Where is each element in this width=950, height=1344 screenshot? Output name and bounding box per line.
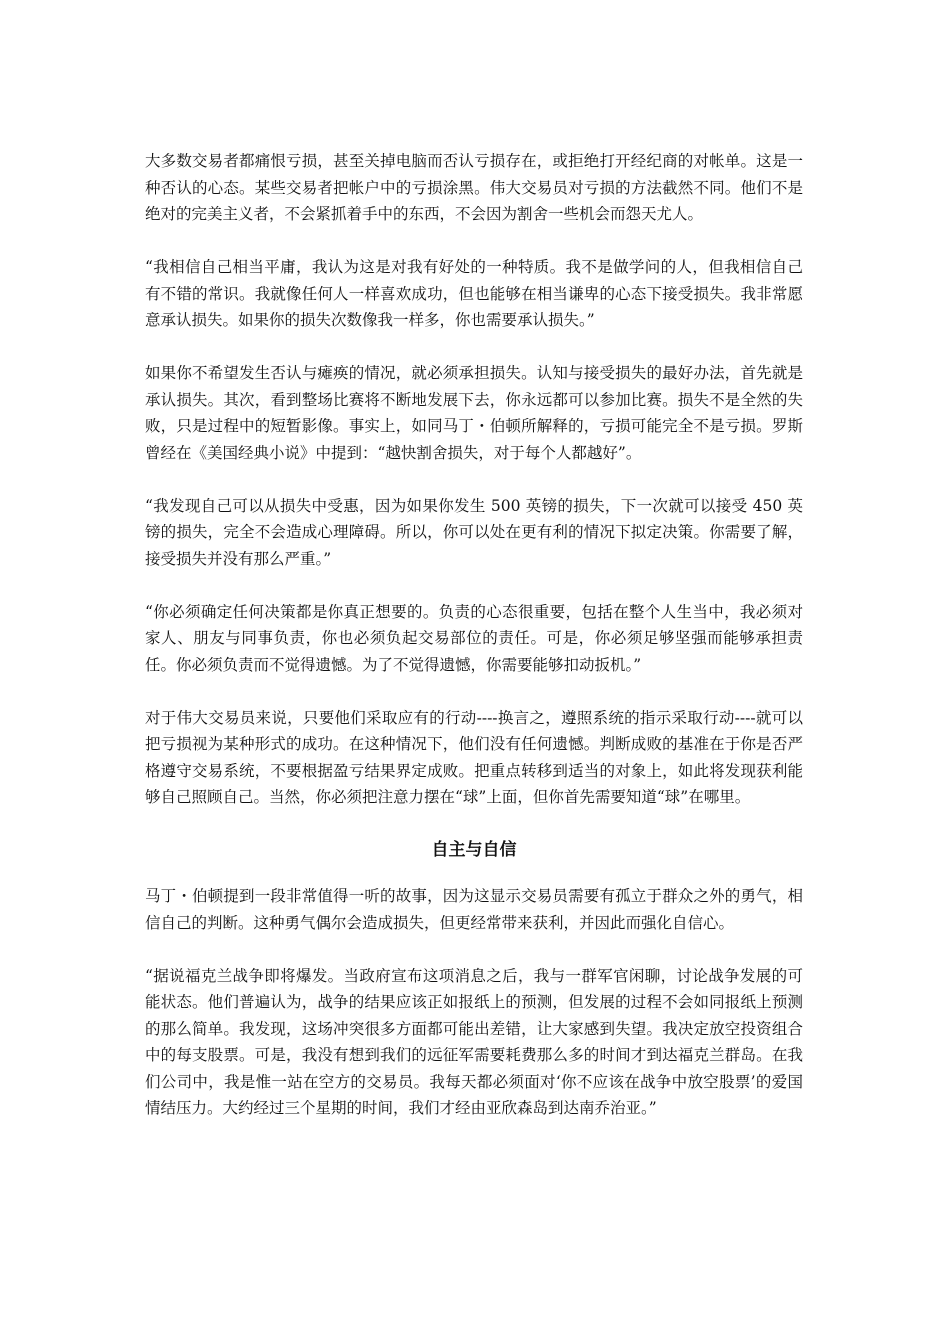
paragraph-bear-losses: 如果你不希望发生否认与瘫痪的情况，就必须承担损失。认知与接受损失的最好办法，首先就是承认损失。其次，看到整场比赛将不断地发展下去，你永远都可以参加比赛。损失不是全然的失败，只是过程中的短暂影像。事实上，如同马丁・伯顿所解释的，亏损可能完全不是亏损。罗斯曾经在《美国经典小说》中提到：“越快割舍损失，对于每个人都越好”。 [145, 364, 803, 462]
document-body [145, 148, 803, 1148]
paragraph-loss-denial: 大多数交易者都痛恨亏损，甚至关掉电脑而否认亏损存在，或拒绝打开经纪商的对帐单。这是一种否认的心态。某些交易者把帐户中的亏损涂黑。伟大交易员对亏损的方法截然不同。他们不是绝对的完美主义者，不会紧抓着手中的东西，不会因为割舍一些机会而怨天尤人。 [145, 152, 803, 223]
paragraph-follow-system: 对于伟大交易员来说，只要他们采取应有的行动----换言之，遵照系统的指示采取行动----就可以把亏损视为某种形式的成功。在这种情况下，他们没有任何遗憾。判断成败的基准在于你是否严格遵守交易系统，不要根据盈亏结果界定成败。把重点转移到适当的对象上，如此将发现获利能够自己照顾自己。当然，你必须把注意力摆在“球”上面，但你首先需要知道“球”在哪里。 [145, 708, 803, 806]
quote-accept-losses: “我相信自己相当平庸，我认为这是对我有好处的一种特质。我不是做学问的人，但我相信自己有不错的常识。我就像任何人一样喜欢成功，但也能够在相当谦卑的心态下接受损失。我非常愿意承认损失。如果你的损失次数像我一样多，你也需要承认损失。” [145, 258, 803, 329]
quote-responsibility: “你必须确定任何决策都是你真正想要的。负责的心态很重要，包括在整个人生当中，我必须对家人、朋友与同事负责，你也必须负起交易部位的责任。可是，你必须足够坚强而能够承担责任。你必须负责而不觉得遗憾。为了不觉得遗憾，你需要能够扣动扳机。” [145, 602, 803, 674]
section-heading: 自主与自信 [431, 840, 517, 860]
quote-falklands-war: “据说福克兰战争即将爆发。当政府宣布这项消息之后，我与一群军官闲聊，讨论战争发展的可能状态。他们普遍认为，战争的结果应该正如报纸上的预测，但发展的过程不会如同报纸上预测的那么简单。我发现，这场冲突很多方面都可能出差错，让大家感到失望。我决定放空投资组合中的每支股票。可是，我没有想到我们的远征军需要耗费那么多的时间才到达福克兰群岛。在我们公司中，我是惟一站在空方的交易员。我每天都必须面对‘你不应该在战争中放空股票’的爱国情结压力。大约经过三个星期的时间，我们才经由亚欣森岛到达南乔治亚。” [145, 966, 803, 1117]
paragraph-courage-story: 马丁・伯顿提到一段非常值得一听的故事，因为这显示交易员需要有孤立于群众之外的勇气，相信自己的判断。这种勇气偶尔会造成损失，但更经常带来获利，并因此而强化自信心。 [145, 887, 803, 932]
quote-benefit-from-losses: “我发现自己可以从损失中受惠，因为如果你发生 500 英镑的损失，下一次就可以接受 450 英镑的损失，完全不会造成心理障碍。所以，你可以处在更有利的情况下拟定决策。你需要了解，接受损失并没有那么严重。” [145, 496, 803, 568]
